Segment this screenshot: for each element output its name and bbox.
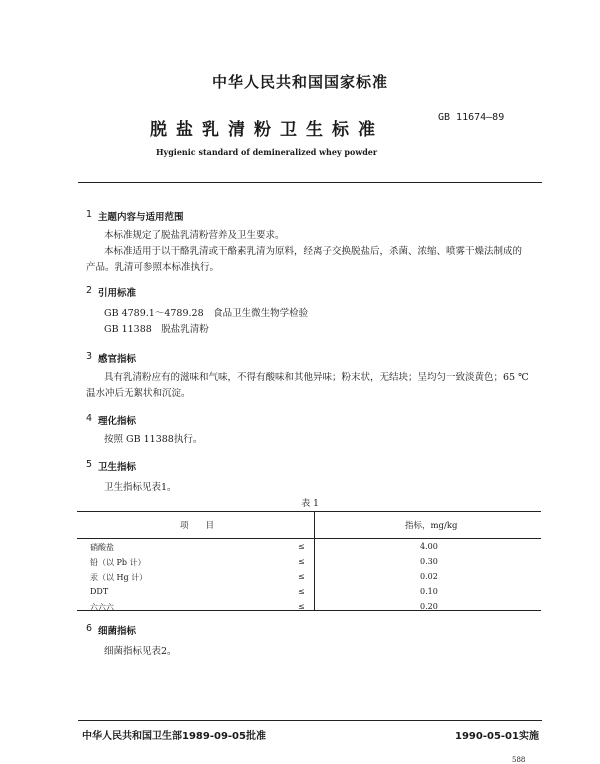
section-6-para: 细菌指标见表2。 [104, 646, 177, 657]
header-rule [78, 182, 542, 183]
section-2-title: 引用标准 [98, 288, 137, 299]
table-row-item: 六六六 [90, 603, 114, 612]
page-number: 588 [512, 756, 526, 764]
reference-item: GB 11388 脱盐乳清粉 [104, 324, 209, 335]
table-row-operator: ≤ [298, 557, 305, 566]
table-row-operator: ≤ [298, 587, 305, 596]
table-header-item: 项 目 [180, 521, 215, 531]
section-6-number: 6 [86, 623, 93, 634]
table-bottom-rule [77, 610, 541, 611]
table-header-value: 指标，mg/kg [405, 521, 458, 531]
table-row-item: 汞（以 Hg 计） [90, 573, 148, 582]
table-row-value: 0.20 [420, 602, 438, 611]
section-1-title: 主题内容与适用范围 [98, 212, 184, 223]
section-4-number: 4 [86, 413, 93, 424]
table-row-item: 硝酸盐 [90, 543, 114, 552]
table-row-item: DDT [90, 587, 109, 596]
reference-item: GB 4789.1～4789.28 食品卫生微生物学检验 [104, 308, 309, 319]
table-row-item: 铅（以 Pb 计） [90, 558, 146, 567]
table-row-operator: ≤ [298, 572, 305, 581]
table-row-value: 4.00 [420, 542, 438, 551]
section-1-number: 1 [86, 209, 93, 220]
section-1-para: 本标准适用于以干酪乳清或干酪素乳清为原料，经离子交换脱盐后，杀菌、浓缩、喷雾干燥法制成的 [104, 246, 523, 257]
table-row-value: 0.30 [420, 557, 438, 566]
table-row-value: 0.02 [420, 572, 438, 581]
table-caption: 表 1 [301, 499, 319, 509]
table-row-value: 0.10 [420, 587, 438, 596]
section-1-para: 本标准规定了脱盐乳清粉营养及卫生要求。 [104, 230, 285, 241]
table-top-rule [77, 511, 541, 512]
section-3-para: 具有乳清粉应有的滋味和气味，不得有酸味和其他异味；粉末状，无结块；呈均匀一致淡黄色；65 ℃ [104, 372, 529, 383]
section-3-number: 3 [86, 351, 93, 362]
section-4-para: 按照 GB 11388执行。 [104, 434, 203, 445]
standard-code: GB 11674—89 [438, 112, 505, 123]
issuing-authority: 中华人民共和国卫生部1989-09-05批准 [82, 731, 266, 742]
footer-rule [78, 720, 542, 721]
page-title: 脱盐乳清粉卫生标准 [150, 120, 384, 140]
section-3-title: 感官指标 [98, 354, 137, 365]
effective-date: 1990-05-01实施 [455, 731, 539, 742]
section-5-para: 卫生指标见表1。 [104, 482, 177, 493]
table-row-operator: ≤ [298, 602, 305, 611]
section-4-title: 理化指标 [98, 416, 137, 427]
section-6-title: 细菌指标 [98, 626, 137, 637]
section-5-title: 卫生指标 [98, 462, 137, 473]
issuing-organization: 中华人民共和国国家标准 [211, 73, 388, 91]
section-3-para: 温水冲后无絮状和沉淀。 [86, 388, 191, 399]
table-header-rule [77, 538, 541, 539]
table-column-divider [314, 511, 315, 610]
table-row-operator: ≤ [298, 542, 305, 551]
title-english: Hygienic standard of demineralized whey powder [156, 147, 378, 157]
section-5-number: 5 [86, 459, 93, 470]
section-1-para: 产品。乳清可参照本标准执行。 [86, 262, 220, 273]
section-2-number: 2 [86, 285, 93, 296]
